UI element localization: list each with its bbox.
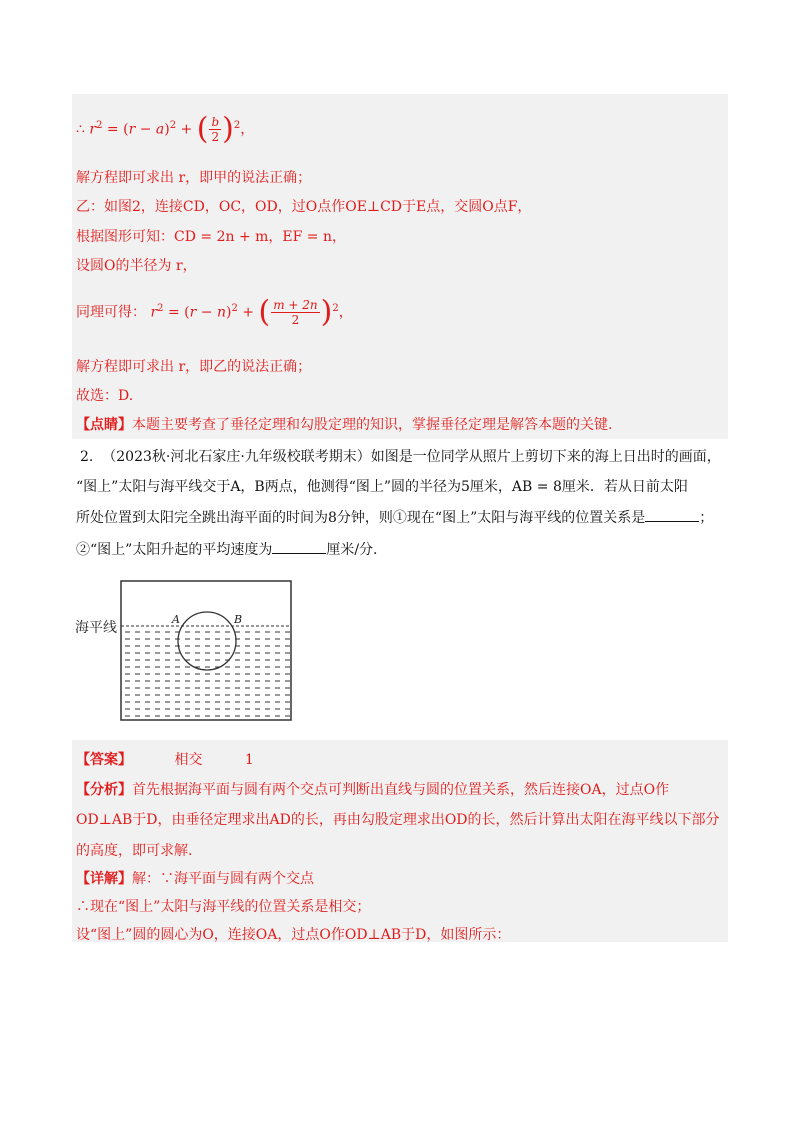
analysis-line-3: 的高度，即可求解. (76, 843, 193, 859)
radius-line: 设圆O的半径为 r， (76, 258, 197, 274)
equation-1: ∴ $r^2 = (r - a)^2$ + ( $\frac{b}{2}$ )$^2$， (76, 111, 255, 147)
detail-line-1: 【详解】解：∵海平面与圆有两个交点 (76, 871, 314, 887)
detail-line-3: 设“图上”圆的圆心为O，连接OA，过点O作OD⊥AB于D，如图所示： (76, 927, 511, 943)
answer-line: 【答案】 相交 1 (76, 752, 254, 768)
yi-line: 乙：如图2，连接CD，OC，OD，过O点作OE⊥CD于E点，交圆O点F， (76, 199, 532, 215)
sea-area (121, 626, 291, 720)
analysis-line-2: OD⊥AB于D，由垂径定理求出AD的长，再由勾股定理求出OD的长，然后计算出太阳在海平线以下部分 (76, 812, 720, 828)
comment-line: 【点睛】本题主要考查了垂径定理和勾股定理的知识，掌握垂径定理是解答本题的关键. (76, 417, 613, 433)
solve-line-a: 解方程即可求出 r，即甲的说法正确； (76, 170, 312, 186)
question-line-2: “图上”太阳与海平线交于A，B两点，他测得“图上”圆的半径为5厘米，AB = 8厘米．若从日前太阳 (76, 479, 688, 495)
answer-blank-1 (645, 507, 699, 522)
choice-line: 故选：D. (76, 388, 134, 404)
analysis-line-1: 【分析】首先根据海平面与圆有两个交点可判断出直线与圆的位置关系，然后连接OA，过点O作 (76, 782, 670, 798)
equation-2: 同理可得： $r^2 = (r - n)^2$ + ( $\frac{m + 2n}{2}$ )$^2$， (76, 294, 353, 330)
graph-line: 根据图形可知：CD = 2n + m，EF = n， (76, 229, 346, 245)
question-line-3: 所处位置到太阳完全跳出海平面的时间为8分钟，则①现在“图上”太阳与海平线的位置关系是 ； (76, 507, 713, 528)
sunrise-figure (74, 580, 294, 722)
sea-label: 海平线 (75, 620, 117, 636)
solve-line-b: 解方程即可求出 r，即乙的说法正确； (76, 359, 312, 375)
question-line-1: 2. （2023秋·河北石家庄·九年级校联考期末）如图是一位同学从照片上剪切下来的海上日出时的画面， (80, 449, 721, 465)
question-line-4: ②“图上”太阳升起的平均速度为 厘米/分. (76, 539, 378, 560)
detail-line-2: ∴现在“图上”太阳与海平线的位置关系是相交； (76, 899, 371, 915)
point-b-label: B (234, 613, 243, 626)
point-a-label: A (172, 613, 180, 626)
sunrise-figure-svg (74, 580, 294, 722)
answer-blank-2 (272, 539, 326, 554)
